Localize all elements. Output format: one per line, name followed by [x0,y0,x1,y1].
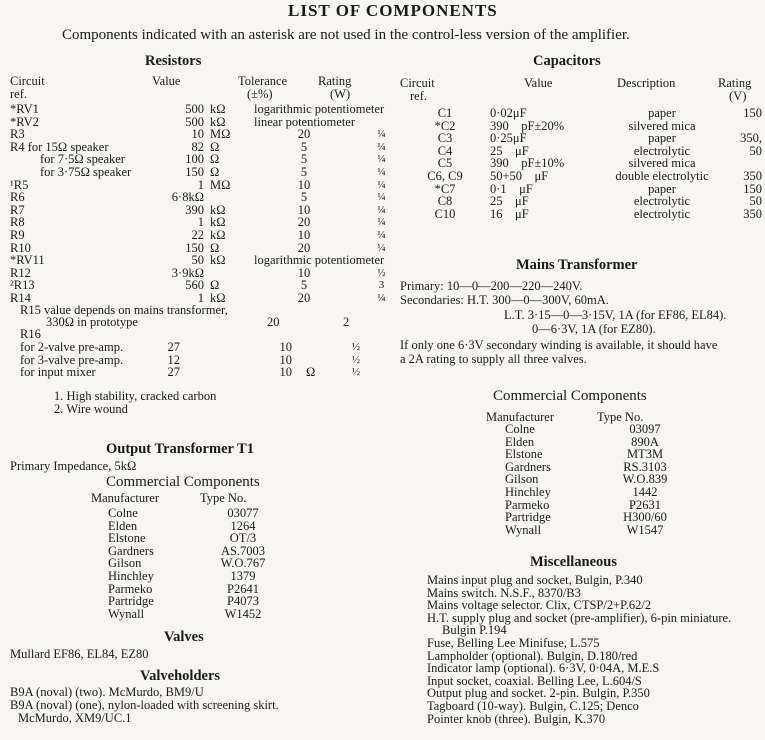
resistor-tolerance: 20 [297,215,311,230]
manufacturer: Colne [108,506,138,520]
table-row [10,254,409,267]
resistor-rating: ¼ [377,291,386,304]
miscellaneous-heading: Miscellaneous [530,554,617,570]
mains-transformer-heading: Mains Transformer [516,257,638,273]
ot-commercial-table [108,507,278,620]
ot-commercial-heading: Commercial Components [106,474,260,490]
r16-value: 27 [167,340,180,354]
capacitor-description: electrolytic [633,194,691,209]
table-row [10,179,409,192]
table-row [108,507,278,520]
resistor-rating: ¼ [377,140,386,153]
type-no: 1264 [230,518,256,533]
capacitor-value: 25 μF [490,194,529,209]
resistor-value: 50 [191,253,204,268]
table-row [10,166,409,179]
manufacturer: Partridge [108,594,154,609]
resistors-col-rating: Rating [318,74,352,88]
capacitor-ref: C4 [437,143,453,158]
capacitor-description: paper [648,131,676,146]
resistor-tolerance: 10 [297,265,311,280]
resistor-ref: R6 [10,190,25,205]
capacitors-col-rating: Rating [718,76,752,90]
type-no: 1379 [230,568,256,583]
r16-tolerance: 10 [279,340,292,354]
r16-unit: Ω [306,365,316,380]
resistor-tolerance: 5 [300,139,308,154]
resistor-unit: kΩ [210,114,226,129]
resistor-rating: ¼ [377,153,386,166]
r16-tolerance: 10 [279,352,292,367]
mains-lt2: 0—6·3V, 1A (for EZ80). [532,322,656,336]
mains-primary: Primary: 10—0—200—220—240V. [400,279,583,293]
capacitor-description: double electrolytic [615,168,709,183]
valveholders-line2: B9A (noval) (one), nylon-loaded with screening skirt. [10,698,279,712]
capacitor-ref: C10 [434,206,456,221]
resistor-tolerance: 5 [300,190,308,205]
resistor-unit [210,191,254,204]
table-row [400,195,762,208]
resistor-value: 150 [185,164,204,179]
table-row [505,423,685,436]
type-no: OT/3 [229,531,257,546]
resistor-tolerance: 20 [297,290,311,305]
list-item: Pointer knob (three). Bulgin, K.370 [427,711,606,726]
resistor-unit: Ω [210,152,220,167]
resistor-ref: *RV11 [10,253,45,268]
table-row [108,570,278,583]
resistor-value: 500 [185,114,204,129]
r16-label: R16 [20,327,41,341]
mains-lt1: L.T. 3·15—0—3·15V, 1A (for EF86, EL84). [504,308,727,322]
capacitor-value: 390 pF±20% [490,118,565,133]
list-item: Fuse, Belling Lee Minifuse, L.575 [427,635,600,650]
resistor-rating: ½ [377,266,386,279]
table-row [400,107,762,120]
table-row [10,103,409,116]
mt-commercial-heading: Commercial Components [493,388,647,404]
capacitors-col-circuit: Circuit [400,76,435,90]
table-row [20,341,366,354]
resistor-ref: *RV2 [10,114,39,129]
list-item: Mains voltage selector. Clix, CTSP/2+P.62/2 [427,598,652,613]
manufacturer: Wynall [505,522,542,537]
manufacturer: Elstone [505,447,543,462]
table-row [505,486,685,499]
resistor-value: 1 [197,215,204,230]
resistor-rating: ¼ [377,241,386,254]
capacitor-description: electrolytic [633,206,691,221]
capacitor-value: 25 μF [490,143,529,158]
capacitor-rating: 350 [743,206,762,221]
resistor-unit: kΩ [210,102,226,116]
valveholders-heading: Valveholders [140,668,221,684]
capacitor-value: 390 pF±10% [490,156,565,171]
mt-col-manufacturer: Manufacturer [486,410,555,424]
mains-note1: If only one 6·3V secondary winding is available, it should have [400,338,718,352]
capacitor-value: 0·02μF [490,106,527,120]
resistor-ref: ²R13 [10,278,35,293]
miscellaneous-list [427,574,731,725]
manufacturer: Gilson [505,472,539,487]
manufacturer: Gilson [108,556,142,571]
capacitor-description: paper [648,181,676,196]
resistor-description: logarithmic potentiometer [254,253,385,268]
resistor-rating: ¼ [377,178,386,191]
resistor-rating: ¼ [377,228,386,241]
type-no: P2641 [227,581,259,596]
table-row [400,208,762,221]
resistor-ref: R8 [10,215,25,230]
type-no: W.O.767 [220,556,266,571]
type-no: 03077 [227,506,259,520]
capacitor-ref: C1 [437,106,453,120]
manufacturer: Colne [505,422,535,436]
r15-line1: R15 value depends on mains transformer, [20,303,228,317]
resistor-ref: ¹R5 [10,177,29,192]
list-item: Mains input plug and socket, Bulgin, P.340 [427,573,643,587]
capacitors-col-description: Description [617,76,676,90]
resistor-value: 3·9kΩ [171,265,204,280]
resistor-unit: MΩ [210,127,231,142]
resistor-tolerance: 5 [300,164,308,179]
capacitors-heading: Capacitors [533,53,601,69]
mains-note2: a 2A rating to supply all three valves. [400,352,587,366]
capacitor-ref: C8 [437,194,453,209]
resistor-description: logarithmic potentiometer [254,102,385,116]
resistor-unit: kΩ [210,253,226,268]
manufacturer: Hinchley [505,484,551,499]
capacitors-col-rating-unit: (V) [729,89,747,103]
table-row [400,183,762,196]
capacitor-rating: 350 [743,168,762,183]
manufacturer: Wynall [108,606,145,621]
r15-tolerance: 20 [267,315,280,329]
capacitor-ref: C6, C9 [427,168,463,183]
resistor-tolerance: 10 [297,227,311,242]
resistor-unit: kΩ [210,227,226,242]
resistors-col-ref: ref. [10,87,27,101]
r16-ref: for 2-valve pre-amp. [20,340,124,354]
resistor-value: 150 [185,240,204,255]
capacitors-col-value: Value [524,76,553,90]
type-no: W1452 [224,606,262,621]
capacitor-description: silvered mica [628,118,696,133]
resistor-tolerance: 20 [297,240,311,255]
capacitor-rating: 350, [740,131,762,146]
table-row [400,170,762,183]
resistor-value: 560 [185,278,204,293]
resistor-rating: ¼ [377,203,386,216]
r16-table [20,341,366,379]
list-item: Bulgin P.194 [442,623,507,638]
note-high-stability: 1. High stability, cracked carbon [54,389,217,403]
resistor-value: 100 [185,152,204,167]
list-item: Output plug and socket. 2-pin. Bulgin, P.350 [427,686,650,701]
manufacturer: Hinchley [108,568,154,583]
resistor-ref: for 7·5Ω speaker [40,152,125,167]
capacitors-col-ref: ref. [410,89,427,103]
resistor-ref: *RV1 [10,102,39,116]
type-no: W1547 [626,522,664,537]
resistor-ref: R4 for 15Ω speaker [10,139,109,154]
list-item: Input socket, coaxial. Belling Lee, L.604/S [427,673,642,688]
mt-col-type: Type No. [597,410,644,424]
ot-col-manufacturer: Manufacturer [91,491,160,505]
table-row [505,524,685,537]
resistor-unit: MΩ [210,177,231,192]
resistor-tolerance: 10 [297,202,311,217]
r15-line2: 330Ω in prototype [46,315,138,329]
resistor-value: 1 [197,290,204,305]
manufacturer: Partridge [505,510,551,525]
resistor-tolerance: 10 [297,177,311,192]
table-row [505,448,685,461]
resistors-col-tolerance: Tolerance [238,74,288,88]
resistors-col-circuit: Circuit [10,74,45,88]
primary-impedance: Primary Impedance, 5kΩ [10,459,137,473]
intro-text: Components indicated with an asterisk are not used in the control-less version of the amplifier. [62,27,630,43]
list-item: Tagboard (10-way). Bulgin, C.125; Denco [427,698,639,713]
resistor-ref: R10 [10,240,31,255]
resistor-unit: kΩ [210,290,226,305]
capacitor-rating: 150 [743,181,762,196]
manufacturer: Elden [505,434,535,449]
capacitor-value: 0·1 μF [490,181,533,196]
table-row [400,132,762,145]
capacitor-ref: C3 [437,131,453,146]
resistor-ref: R9 [10,227,25,242]
resistor-rating: ¼ [377,191,386,204]
resistor-ref: R7 [10,202,25,217]
page-title: LIST OF COMPONENTS [288,1,498,20]
capacitor-rating: 50 [749,143,762,158]
resistor-value: 1 [197,177,204,192]
mt-commercial-table [505,423,685,536]
table-row [108,608,278,621]
type-no: H300/60 [623,510,667,525]
valves-text: Mullard EF86, EL84, EZ80 [10,647,149,661]
resistor-ref: R12 [10,265,31,280]
capacitor-value: 50+50 μF [490,168,549,183]
r16-value: 27 [167,365,180,380]
capacitor-description: paper [648,106,676,120]
capacitor-value: 16 μF [490,206,529,221]
manufacturer: Gardners [505,459,551,474]
type-no: W.O.839 [622,472,668,487]
resistor-description: linear potentiometer [254,114,356,129]
capacitor-ref: *C7 [434,181,456,196]
type-no: RS.3103 [623,459,667,474]
resistor-unit: kΩ [210,215,226,230]
valves-heading: Valves [164,629,204,645]
type-no: 03097 [629,422,661,436]
table-row [10,191,409,204]
resistor-tolerance: 5 [300,152,308,167]
r16-rating: ½ [351,366,361,379]
capacitor-description: silvered mica [628,156,696,171]
manufacturer: Gardners [108,543,154,558]
list-item: Lampholder (optional). Bulgin, D.180/red [427,648,638,663]
manufacturer: Elden [108,518,138,533]
resistor-value: 390 [185,202,204,217]
resistor-unit: kΩ [210,202,226,217]
resistor-value: 6·8kΩ [171,190,204,205]
table-row [10,229,409,242]
resistor-value: 82 [191,139,204,154]
resistor-value: 500 [185,102,204,116]
resistors-col-tolerance-unit: (±%) [247,87,273,101]
resistors-table [10,103,409,305]
capacitor-ref: C5 [437,156,453,171]
mains-secondaries: Secondaries: H.T. 300—0—300V, 60mA. [400,293,609,307]
note-wire-wound: 2. Wire wound [54,402,128,416]
r16-tolerance: 10 [279,365,292,380]
type-no: P4073 [227,594,259,609]
resistor-tolerance: 20 [297,127,311,142]
manufacturer: Elstone [108,531,146,546]
type-no: MT3M [626,447,664,462]
table-row [400,145,762,158]
manufacturer: Parmeko [505,497,550,512]
resistor-tolerance: 5 [300,278,308,293]
resistor-unit: Ω [210,139,220,154]
table-row [10,128,409,141]
list-item: Mains switch. N.S.F., 8370/B3 [427,585,581,600]
resistor-unit: Ω [210,164,220,179]
resistors-col-rating-unit: (W) [330,87,351,101]
type-no: 1442 [632,484,658,499]
capacitor-value: 0·25μF [490,131,527,146]
capacitor-description: electrolytic [633,143,691,158]
resistor-ref: for 3·75Ω speaker [40,164,132,179]
type-no: P2631 [629,497,661,512]
r16-ref: for 3-valve pre-amp. [20,352,124,367]
resistor-rating: ¼ [377,165,386,178]
valveholders-line3: McMurdo, XM9/UC.1 [18,711,132,725]
resistor-value: 22 [191,227,204,242]
r15-rating: 2 [343,315,350,329]
table-row [505,511,685,524]
r16-ref: for input mixer [20,365,96,380]
manufacturer: Parmeko [108,581,153,596]
resistor-ref: R14 [10,290,31,305]
capacitor-rating: 50 [749,194,762,209]
list-item: H.T. supply plug and socket (pre-amplifier), 6-pin miniature. [427,610,732,625]
resistor-rating: ¼ [377,128,386,141]
table-row [20,366,366,379]
r16-rating: ½ [351,353,361,366]
resistor-rating: ¼ [377,216,386,229]
table-row [108,595,278,608]
resistor-unit: Ω [210,278,220,293]
capacitors-table [400,107,762,220]
resistor-value: 10 [191,127,204,142]
r16-unit [306,341,346,354]
type-no: AS.7003 [220,543,266,558]
type-no: 890A [631,434,659,449]
table-row [400,120,762,133]
list-item: Indicator lamp (optional). 6·3V, 0·04A, M.E.S [427,661,660,676]
table-row [108,532,278,545]
resistor-unit: Ω [210,240,220,255]
resistor-rating: 3 [378,279,385,292]
r16-rating: ½ [351,341,361,353]
valveholders-line1: B9A (noval) (two). McMurdo, BM9/U [10,685,204,699]
capacitor-ref: *C2 [434,118,456,133]
resistors-heading: Resistors [145,53,202,69]
ot-col-type: Type No. [200,491,247,505]
capacitor-rating: 150 [743,106,762,120]
output-transformer-heading: Output Transformer T1 [106,441,254,457]
resistors-col-value: Value [152,74,181,88]
r16-value: 12 [167,352,180,367]
resistor-ref: R3 [10,127,25,142]
